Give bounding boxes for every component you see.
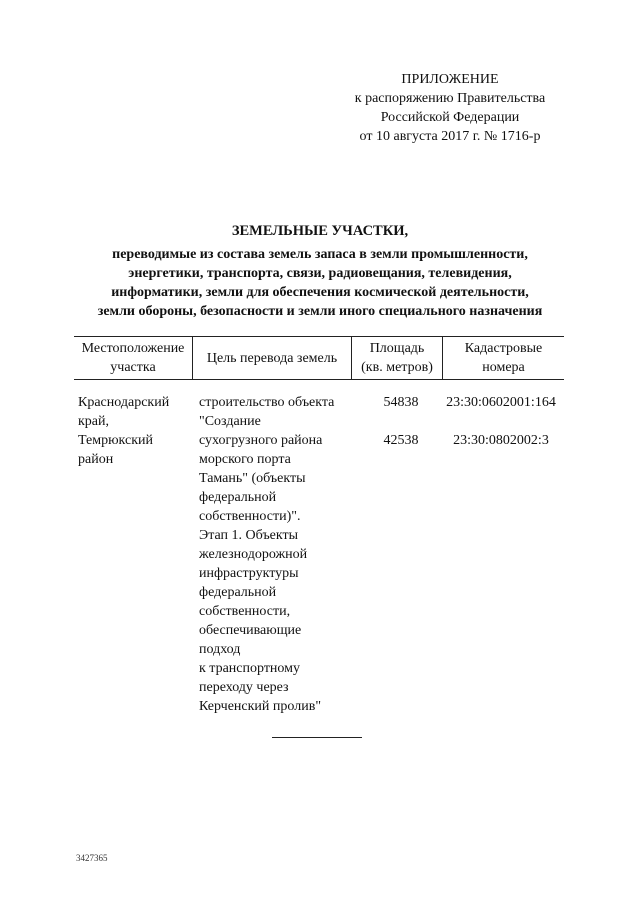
header-area [352, 337, 442, 379]
purpose-line: строительство объекта [199, 395, 335, 410]
purpose-line: к транспортному [199, 661, 301, 676]
header-cadastral [443, 337, 564, 379]
purpose-line: Керченский пролив" [199, 699, 322, 714]
header-cadastral-line: номера [482, 360, 525, 375]
purpose-line: железнодорожной [199, 547, 308, 562]
purpose-cell [199, 393, 359, 716]
purpose-line: "Создание [199, 414, 261, 429]
appendix-heading: ПРИЛОЖЕНИЕ [401, 72, 499, 87]
area-value: 54838 [383, 395, 419, 410]
purpose-line: Этап 1. Объекты [199, 528, 299, 543]
document-title: ЗЕМЕЛЬНЫЕ УЧАСТКИ, [231, 223, 409, 239]
cadastral-number: 23:30:0602001:164 [446, 395, 556, 410]
area-value: 42538 [383, 433, 419, 448]
subtitle-line: информатики, земли для обеспечения космической деятельности, [111, 285, 529, 300]
subtitle-line: земли обороны, безопасности и земли иного специального назначения [97, 304, 543, 319]
purpose-line: собственности)". [199, 509, 301, 524]
appendix-issuer: Российской Федерации [380, 110, 520, 125]
header-area-line: (кв. метров) [361, 360, 433, 375]
purpose-line: федеральной [199, 490, 277, 505]
purpose-line: сухогрузного района [199, 433, 323, 448]
header-area-line: Площадь [369, 341, 425, 356]
document-subtitle [60, 245, 580, 321]
location-line: район [78, 452, 114, 467]
subtitle-line: энергетики, транспорта, связи, радиовещания, телевидения, [128, 266, 512, 281]
purpose-line: федеральной [199, 585, 277, 600]
header-purpose: Цель перевода земель [206, 350, 338, 366]
table-header [74, 336, 564, 380]
header-location-line: участка [110, 360, 156, 375]
purpose-line: обеспечивающие [199, 623, 302, 638]
cadastral-cell [436, 393, 566, 450]
document-number: 3427365 [76, 853, 108, 863]
purpose-line: переходу через [199, 680, 289, 695]
location-line: край, [78, 414, 110, 429]
purpose-line: морского порта [199, 452, 291, 467]
purpose-line: инфраструктуры [199, 566, 299, 581]
area-cell [356, 393, 446, 450]
header-location [74, 337, 192, 379]
appendix-reference: к распоряжению Правительства [354, 91, 546, 106]
cadastral-number: 23:30:0802002:3 [453, 433, 549, 448]
land-plots-table [74, 336, 564, 714]
purpose-line: подход [199, 642, 241, 657]
header-cadastral-line: Кадастровые [464, 341, 543, 356]
end-separator-line [272, 737, 362, 738]
purpose-line: Тамань" (объекты [199, 471, 306, 486]
location-cell [78, 393, 190, 469]
location-line: Темрюкский [78, 433, 154, 448]
appendix-block [330, 70, 570, 146]
location-line: Краснодарский [78, 395, 170, 410]
appendix-date-number: от 10 августа 2017 г. № 1716-р [359, 129, 541, 144]
purpose-line: собственности, [199, 604, 291, 619]
header-location-line: Местоположение [81, 341, 185, 356]
subtitle-line: переводимые из состава земель запаса в земли промышленности, [112, 247, 528, 262]
